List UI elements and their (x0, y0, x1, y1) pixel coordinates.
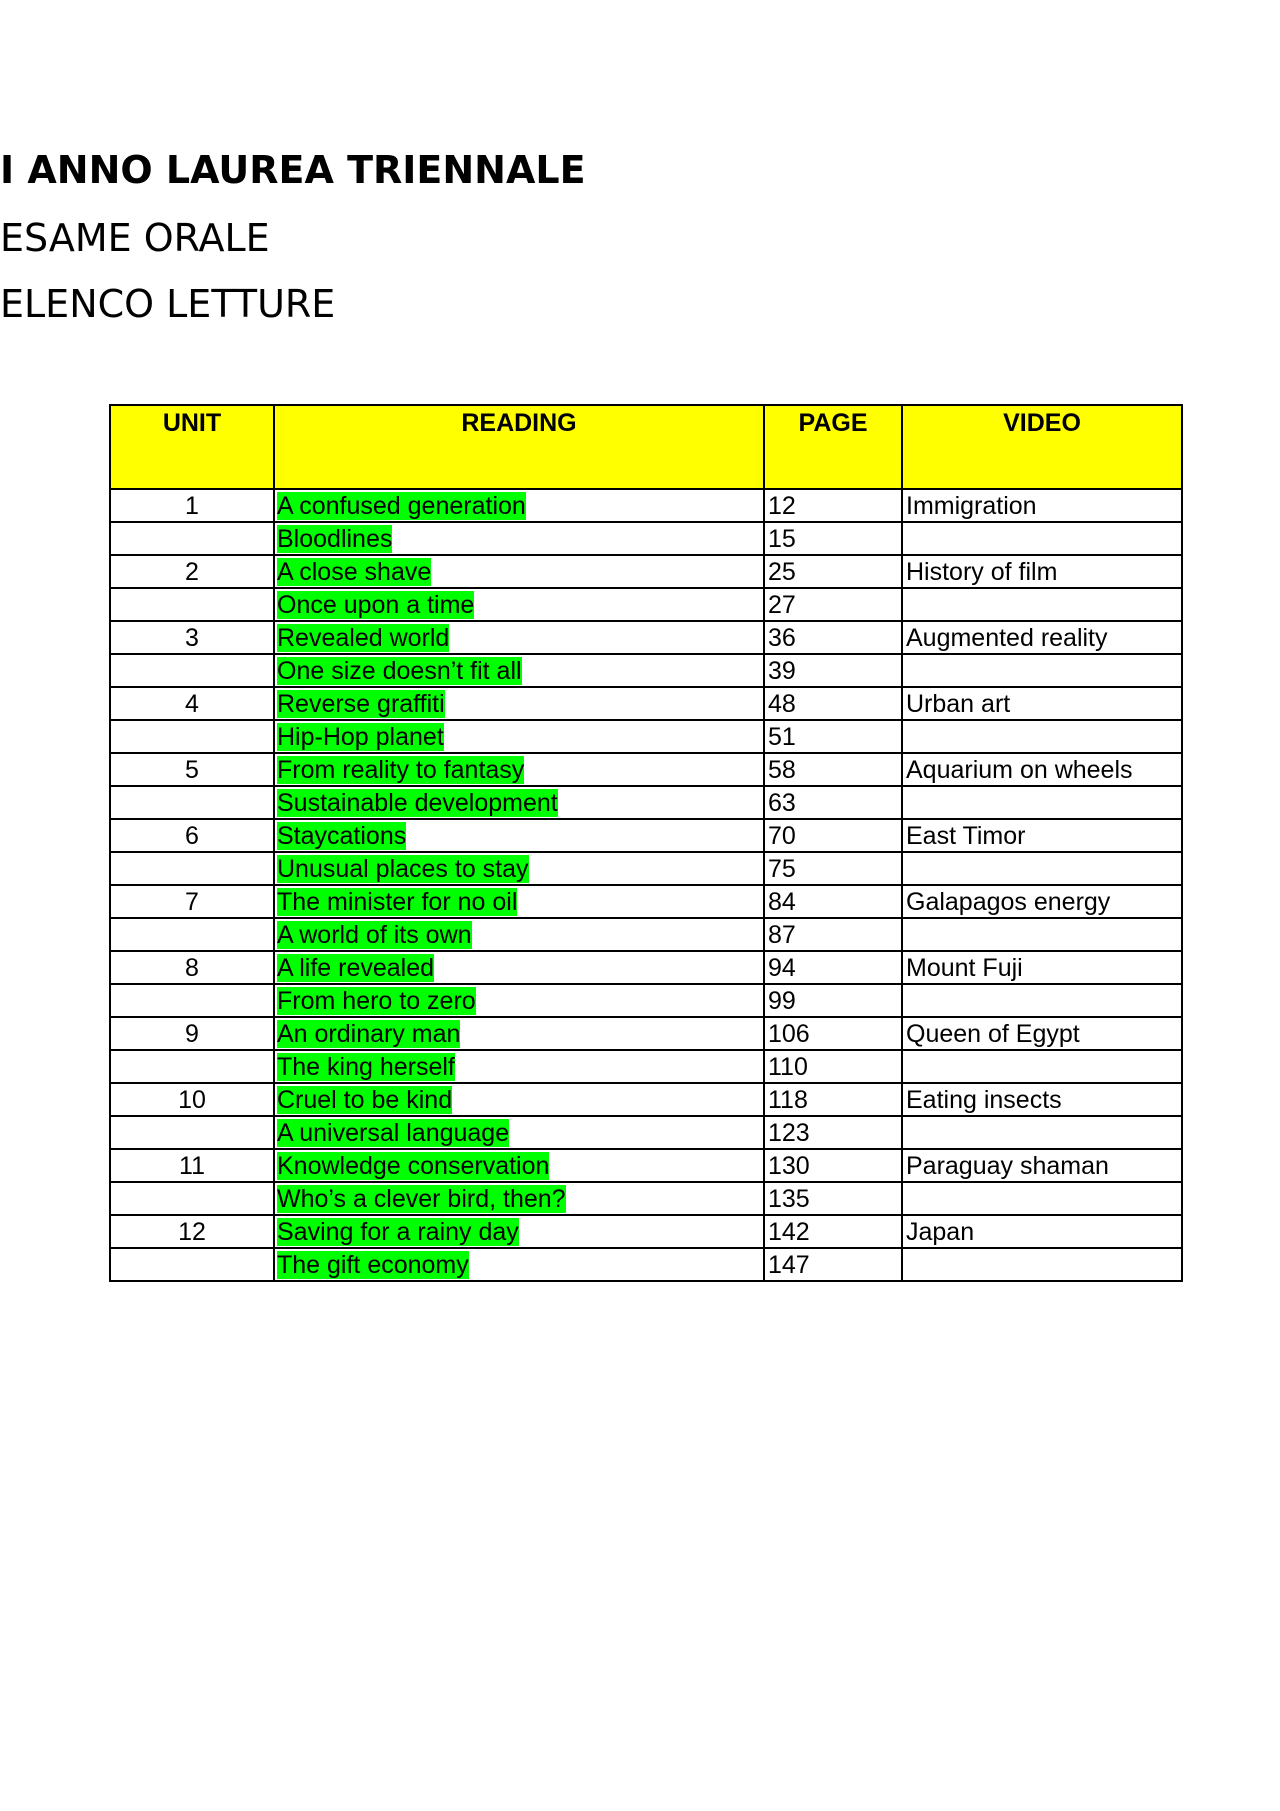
table-row (110, 918, 1182, 951)
page-cell: 84 (764, 885, 902, 918)
reading-title: One size doesn’t fit all (277, 656, 522, 685)
page-cell: 94 (764, 951, 902, 984)
reading-cell (274, 984, 764, 1017)
reading-cell (274, 621, 764, 654)
reading-title: The gift economy (277, 1250, 469, 1279)
unit-cell (110, 852, 274, 885)
table-row (110, 1017, 1182, 1050)
video-cell: Queen of Egypt (902, 1017, 1182, 1050)
video-cell (902, 786, 1182, 819)
page-cell: 123 (764, 1116, 902, 1149)
table-row (110, 489, 1182, 522)
table-row (110, 819, 1182, 852)
reading-title: A universal language (277, 1118, 510, 1147)
page-cell: 58 (764, 753, 902, 786)
reading-cell (274, 753, 764, 786)
reading-title: Once upon a time (277, 590, 475, 619)
reading-cell (274, 489, 764, 522)
page-cell: 15 (764, 522, 902, 555)
unit-cell (110, 720, 274, 753)
unit-cell: 12 (110, 1215, 274, 1248)
unit-cell: 11 (110, 1149, 274, 1182)
page-cell: 110 (764, 1050, 902, 1083)
unit-cell (110, 588, 274, 621)
reading-title: The king herself (277, 1052, 455, 1081)
reading-title: Saving for a rainy day (277, 1217, 519, 1246)
reading-cell (274, 687, 764, 720)
header-page: PAGE (764, 405, 902, 489)
table-row (110, 1149, 1182, 1182)
readings-table (109, 404, 1183, 1282)
video-cell (902, 1248, 1182, 1281)
video-cell (902, 852, 1182, 885)
reading-title: A confused generation (277, 491, 526, 520)
table-row (110, 522, 1182, 555)
table-row (110, 588, 1182, 621)
reading-cell (274, 1083, 764, 1116)
reading-title: Cruel to be kind (277, 1085, 453, 1114)
unit-cell (110, 984, 274, 1017)
table-row (110, 621, 1182, 654)
document-subtitle: ESAME ORALE (0, 216, 270, 260)
unit-cell: 7 (110, 885, 274, 918)
table-row (110, 720, 1182, 753)
table-row (110, 1248, 1182, 1281)
page-cell: 27 (764, 588, 902, 621)
reading-cell (274, 951, 764, 984)
page-cell: 99 (764, 984, 902, 1017)
unit-cell: 6 (110, 819, 274, 852)
video-cell: Mount Fuji (902, 951, 1182, 984)
page-cell: 39 (764, 654, 902, 687)
table-row (110, 555, 1182, 588)
unit-cell: 3 (110, 621, 274, 654)
video-cell: East Timor (902, 819, 1182, 852)
table-row (110, 1116, 1182, 1149)
video-cell (902, 720, 1182, 753)
reading-title: Hip-Hop planet (277, 722, 444, 751)
table-row (110, 1215, 1182, 1248)
reading-title: Knowledge conservation (277, 1151, 550, 1180)
unit-cell: 10 (110, 1083, 274, 1116)
unit-cell: 9 (110, 1017, 274, 1050)
reading-cell (274, 720, 764, 753)
video-cell: Urban art (902, 687, 1182, 720)
reading-title: From reality to fantasy (277, 755, 525, 784)
header-reading: READING (274, 405, 764, 489)
page-cell: 135 (764, 1182, 902, 1215)
page-cell: 25 (764, 555, 902, 588)
video-cell: Immigration (902, 489, 1182, 522)
table-row (110, 984, 1182, 1017)
reading-cell (274, 522, 764, 555)
reading-cell (274, 654, 764, 687)
reading-title: Revealed world (277, 623, 450, 652)
reading-cell (274, 1248, 764, 1281)
page-cell: 147 (764, 1248, 902, 1281)
video-cell (902, 984, 1182, 1017)
table-row (110, 753, 1182, 786)
page-cell: 106 (764, 1017, 902, 1050)
document-subtitle-2: ELENCO LETTURE (0, 282, 336, 326)
table-row (110, 1083, 1182, 1116)
unit-cell (110, 522, 274, 555)
reading-cell (274, 1149, 764, 1182)
table-row (110, 852, 1182, 885)
reading-title: A world of its own (277, 920, 472, 949)
reading-cell (274, 588, 764, 621)
video-cell (902, 918, 1182, 951)
table-row (110, 687, 1182, 720)
reading-title: Sustainable development (277, 788, 558, 817)
table-row (110, 885, 1182, 918)
table-row (110, 1050, 1182, 1083)
video-cell: Augmented reality (902, 621, 1182, 654)
video-cell: Galapagos energy (902, 885, 1182, 918)
unit-cell: 8 (110, 951, 274, 984)
unit-cell: 1 (110, 489, 274, 522)
page-cell: 63 (764, 786, 902, 819)
video-cell (902, 588, 1182, 621)
reading-cell (274, 786, 764, 819)
reading-title: An ordinary man (277, 1019, 461, 1048)
unit-cell: 2 (110, 555, 274, 588)
unit-cell: 4 (110, 687, 274, 720)
video-cell (902, 1050, 1182, 1083)
reading-cell (274, 885, 764, 918)
page-cell: 51 (764, 720, 902, 753)
reading-title: The minister for no oil (277, 887, 518, 916)
table-row (110, 951, 1182, 984)
unit-cell (110, 1050, 274, 1083)
unit-cell (110, 654, 274, 687)
unit-cell (110, 1182, 274, 1215)
video-cell: Japan (902, 1215, 1182, 1248)
reading-cell (274, 1116, 764, 1149)
video-cell (902, 1182, 1182, 1215)
unit-cell (110, 786, 274, 819)
unit-cell (110, 1116, 274, 1149)
reading-cell (274, 819, 764, 852)
reading-title: Who’s a clever bird, then? (277, 1184, 566, 1213)
video-cell (902, 522, 1182, 555)
page-cell: 12 (764, 489, 902, 522)
video-cell: Aquarium on wheels (902, 753, 1182, 786)
document-title: I ANNO LAUREA TRIENNALE (0, 148, 586, 192)
table-row (110, 786, 1182, 819)
reading-title: Bloodlines (277, 524, 393, 553)
unit-cell: 5 (110, 753, 274, 786)
unit-cell (110, 1248, 274, 1281)
reading-cell (274, 918, 764, 951)
video-cell (902, 654, 1182, 687)
reading-title: Staycations (277, 821, 407, 850)
header-video: VIDEO (902, 405, 1182, 489)
reading-title: A close shave (277, 557, 432, 586)
page-cell: 118 (764, 1083, 902, 1116)
reading-cell (274, 852, 764, 885)
page-cell: 87 (764, 918, 902, 951)
video-cell (902, 1116, 1182, 1149)
reading-title: Unusual places to stay (277, 854, 529, 883)
page-cell: 70 (764, 819, 902, 852)
unit-cell (110, 918, 274, 951)
reading-title: From hero to zero (277, 986, 476, 1015)
video-cell: Paraguay shaman (902, 1149, 1182, 1182)
table-row (110, 654, 1182, 687)
video-cell: History of film (902, 555, 1182, 588)
page-cell: 142 (764, 1215, 902, 1248)
page-cell: 36 (764, 621, 902, 654)
page-cell: 75 (764, 852, 902, 885)
reading-cell (274, 1215, 764, 1248)
reading-cell (274, 1050, 764, 1083)
table-row (110, 1182, 1182, 1215)
reading-title: Reverse graffiti (277, 689, 445, 718)
reading-cell (274, 1017, 764, 1050)
reading-cell (274, 555, 764, 588)
video-cell: Eating insects (902, 1083, 1182, 1116)
reading-cell (274, 1182, 764, 1215)
page-cell: 130 (764, 1149, 902, 1182)
page-cell: 48 (764, 687, 902, 720)
reading-title: A life revealed (277, 953, 435, 982)
table-header-row (110, 405, 1182, 489)
header-unit: UNIT (110, 405, 274, 489)
